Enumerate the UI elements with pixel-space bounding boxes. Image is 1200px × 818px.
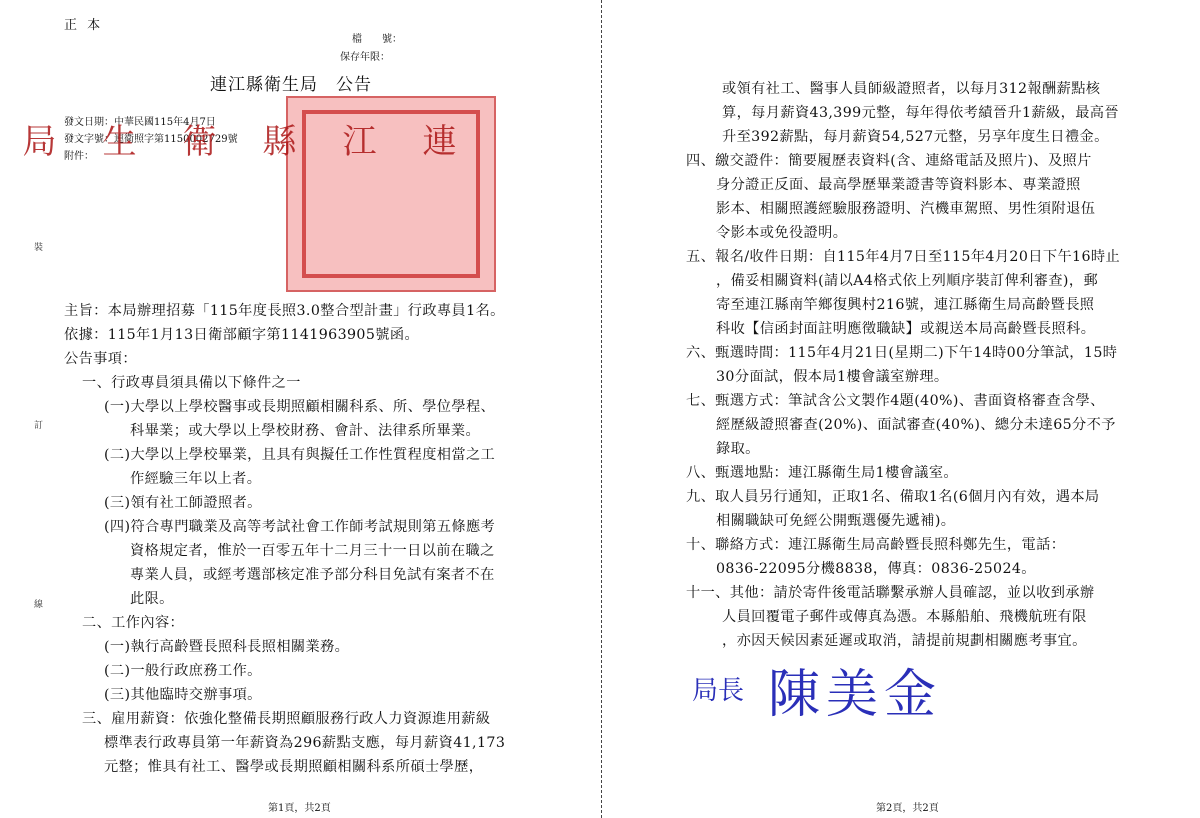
document-title: 連江縣衛生局 公告 xyxy=(210,75,372,95)
text-line: (一)執行高齡暨長照科長照相關業務。 xyxy=(104,639,350,655)
signature-title: 局長 xyxy=(692,676,745,706)
text-line: 六、甄選時間：115年4月21日(星期二)下午14時00分筆試，15時 xyxy=(686,345,1118,361)
text-line: 算，每月薪資43,399元整，每年得依考績晉升1薪級，最高晉 xyxy=(722,105,1119,121)
text-line: 作經驗三年以上者。 xyxy=(130,471,262,487)
text-line: 資格規定者，惟於一百零五年十二月三十一日以前在職之 xyxy=(130,543,495,559)
text-line: 0836-22095分機8838，傳真：0836-25024。 xyxy=(716,561,1036,577)
text-line: 寄至連江縣南竿鄉復興村216號，連江縣衛生局高齡暨長照 xyxy=(716,297,1095,313)
text-line: ，備妥相關資料(請以A4格式依上列順序裝訂俾利審查)，郵 xyxy=(716,273,1099,289)
binding-mark-3: 線 xyxy=(34,600,44,610)
text-line: 一、行政專員須具備以下條件之一 xyxy=(82,375,301,391)
binding-mark-2: 訂 xyxy=(34,421,44,431)
text-line: 十、聯絡方式：連江縣衛生局高齡暨長照科鄭先生，電話： xyxy=(686,537,1066,553)
document-page-2 xyxy=(604,0,1200,818)
text-line: 升至392薪點，每月薪資54,527元整，另享年度生日禮金。 xyxy=(722,129,1109,145)
issue-date: 發文日期：中華民國115年4月7日 xyxy=(64,117,216,128)
page1-footer: 第1頁，共2頁 xyxy=(268,803,331,814)
text-line: 八、甄選地點：連江縣衛生局1樓會議室。 xyxy=(686,465,959,481)
text-line: 科畢業；或大學以上學校財務、會計、法律系所畢業。 xyxy=(130,423,481,439)
text-line: 元整；惟具有社工、醫學或長期照顧相關科系所碩士學歷， xyxy=(104,759,484,775)
text-line: 專業人員，或經考選部核定准予部分科目免試有案者不在 xyxy=(130,567,495,583)
text-line: 令影本或免役證明。 xyxy=(716,225,848,241)
text-line: 十一、其他：請於寄件後電話聯繫承辦人員確認，並以收到承辦 xyxy=(686,585,1095,601)
binding-mark-1: 裝 xyxy=(34,243,44,253)
text-line: 30分面試，假本局1樓會議室辦理。 xyxy=(716,369,949,385)
text-line: ，亦因天候因素延遲或取消，請提前規劃相關應考事宜。 xyxy=(722,633,1087,649)
original-copy-label: 正 本 xyxy=(64,18,104,33)
text-line: 標準表行政專員第一年薪資為296薪點支應，每月薪資41,173 xyxy=(104,735,506,751)
text-line: 依據：115年1月13日衛部顧字第1141963905號函。 xyxy=(64,327,420,343)
text-line: 相關職缺可免經公開甄選優先遞補)。 xyxy=(716,513,956,529)
text-line: 二、工作內容： xyxy=(82,615,185,631)
text-line: 身分證正反面、最高學歷畢業證書等資料影本、專業證照 xyxy=(716,177,1081,193)
attachment-label: 附件： xyxy=(64,151,94,162)
signature-name: 陳美金 xyxy=(768,665,943,725)
text-line: 七、甄選方式：筆試含公文製作4題(40%)、書面資格審查含學、 xyxy=(686,393,1105,409)
seal-text: 連江縣衛生局 xyxy=(16,122,456,163)
text-line: (二)大學以上學校畢業，且具有與擬任工作性質程度相當之工 xyxy=(104,447,496,463)
text-line: 或領有社工、醫事人員師級證照者，以每月312報酬薪點核 xyxy=(722,81,1101,97)
text-line: (三)領有社工師證照者。 xyxy=(104,495,262,511)
text-line: 人員回覆電子郵件或傳真為憑。本縣船舶、飛機航班有限 xyxy=(722,609,1087,625)
text-line: 三、雇用薪資：依強化整備長期照顧服務行政人力資源進用薪級 xyxy=(82,711,491,727)
text-line: 經歷級證照審查(20%)、面試審查(40%)、總分未達65分不予 xyxy=(716,417,1116,433)
text-line: 五、報名/收件日期：自115年4月7日至115年4月20日下午16時止 xyxy=(686,249,1121,265)
text-line: 錄取。 xyxy=(716,441,760,457)
text-line: (二)一般行政庶務工作。 xyxy=(104,663,262,679)
text-line: 公告事項： xyxy=(64,351,137,367)
text-line: 科收【信函封面註明應徵職缺】或親送本局高齡暨長照科。 xyxy=(716,321,1096,337)
text-line: 四、繳交證件：簡要履歷表資料(含、連絡電話及照片)、及照片 xyxy=(686,153,1092,169)
text-line: (一)大學以上學校醫事或長期照顧相關科系、所、學位學程、 xyxy=(104,399,496,415)
page2-footer: 第2頁，共2頁 xyxy=(876,803,939,814)
text-line: 九、取人員另行通知，正取1名、備取1名(6個月內有效，遇本局 xyxy=(686,489,1100,505)
file-number-label: 檔 號： xyxy=(352,34,402,45)
retention-period-label: 保存年限： xyxy=(340,52,390,63)
issue-number: 發文字號：連衛照字第1150002729號 xyxy=(64,134,238,145)
text-line: 主旨：本局辦理招募「115年度長照3.0整合型計畫」行政專員1名。 xyxy=(64,303,505,319)
text-line: 影本、相關照護經驗服務證明、汽機車駕照、男性須附退伍 xyxy=(716,201,1096,217)
page-divider xyxy=(601,0,602,818)
text-line: 此限。 xyxy=(130,591,174,607)
text-line: (四)符合專門職業及高等考試社會工作師考試規則第五條應考 xyxy=(104,519,496,535)
text-line: (三)其他臨時交辦事項。 xyxy=(104,687,262,703)
